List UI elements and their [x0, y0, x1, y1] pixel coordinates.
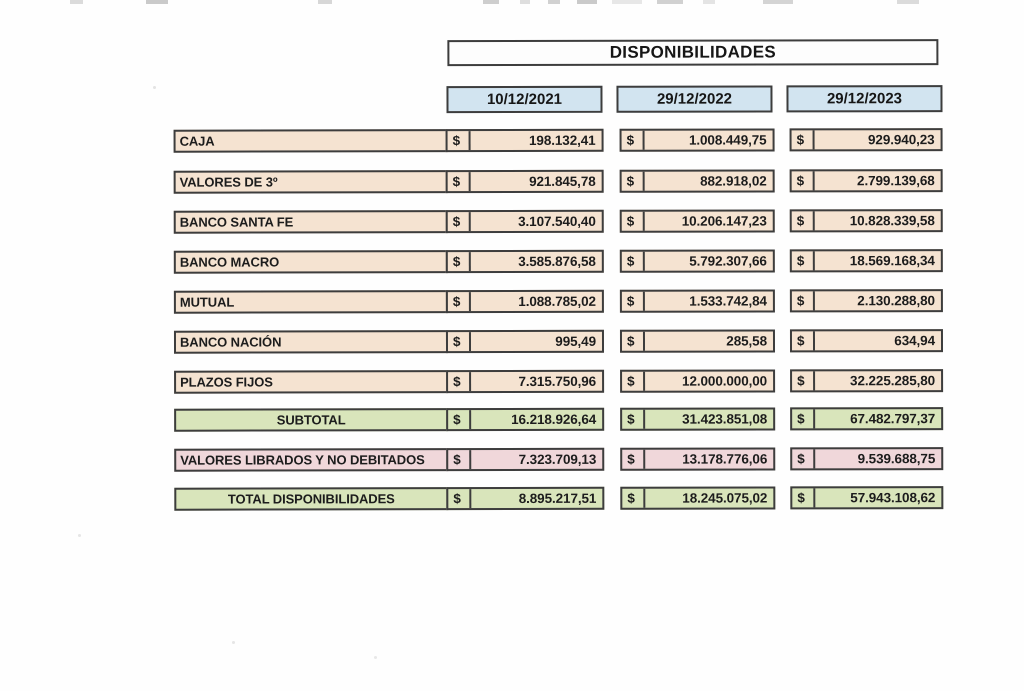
table-row-valores-de-3 — [0, 169, 1024, 194]
currency-symbol: $ — [792, 409, 815, 428]
table-row-mutual — [0, 289, 1024, 314]
page-title: DISPONIBILIDADES — [447, 39, 938, 66]
amount-cell — [446, 170, 604, 193]
amount-value: 1.008.449,75 — [688, 132, 767, 148]
currency-symbol: $ — [448, 489, 471, 508]
currency-symbol: $ — [792, 171, 815, 190]
currency-symbol: $ — [792, 130, 815, 149]
row-label: TOTAL DISPONIBILIDADES — [174, 487, 448, 511]
amount-cell — [620, 407, 775, 430]
amount-cell — [620, 289, 775, 312]
amount-cell — [446, 370, 604, 393]
amount-value: 285,58 — [726, 333, 768, 349]
amount-cell — [446, 487, 604, 510]
amount-cell — [446, 448, 604, 471]
amount-value: 3.107.540,40 — [518, 213, 596, 229]
amount-cell — [620, 329, 775, 352]
currency-symbol: $ — [622, 489, 645, 508]
amount-cell — [790, 447, 943, 470]
row-label: BANCO MACRO — [174, 250, 448, 274]
amount-value: 198.132,41 — [528, 132, 596, 148]
row-label: CAJA — [174, 129, 448, 153]
currency-symbol: $ — [448, 292, 471, 311]
currency-symbol: $ — [448, 252, 471, 271]
row-label: VALORES LIBRADOS Y NO DEBITADOS — [174, 448, 448, 472]
amount-cell — [790, 407, 943, 430]
amount-value: 882.918,02 — [700, 173, 767, 189]
amount-value: 5.792.307,66 — [689, 253, 767, 269]
amount-cell — [790, 486, 943, 509]
amount-value: 921.845,78 — [529, 173, 596, 189]
amount-cell — [620, 447, 775, 470]
currency-symbol: $ — [622, 292, 645, 311]
amount-value: 3.585.876,58 — [518, 253, 596, 269]
currency-symbol: $ — [622, 252, 645, 271]
amount-value: 10.828.339,58 — [849, 213, 935, 229]
amount-value: 10.206.147,23 — [681, 213, 767, 229]
currency-symbol: $ — [792, 449, 815, 468]
table-row-banco-nacion — [0, 329, 1024, 354]
table-row-plazos-fijos — [0, 369, 1024, 394]
amount-cell — [446, 210, 604, 233]
amount-cell — [620, 169, 775, 192]
currency-symbol: $ — [448, 212, 471, 231]
amount-cell — [620, 369, 775, 392]
row-label: VALORES DE 3º — [174, 170, 448, 194]
currency-symbol: $ — [792, 488, 815, 507]
amount-value: 1.533.742,84 — [689, 293, 767, 309]
amount-value: 929.940,23 — [867, 132, 935, 148]
currency-symbol: $ — [792, 251, 815, 270]
amount-value: 31.423.851,08 — [682, 411, 768, 427]
amount-value: 634,94 — [894, 333, 936, 349]
row-label: SUBTOTAL — [174, 408, 448, 432]
row-label: MUTUAL — [174, 290, 448, 314]
currency-symbol: $ — [622, 332, 645, 351]
currency-symbol: $ — [622, 410, 645, 429]
amount-cell — [620, 249, 775, 272]
amount-cell — [790, 329, 943, 352]
amount-value: 67.482.797,37 — [850, 411, 936, 427]
amount-cell — [790, 209, 943, 232]
column-header-2023: 29/12/2023 — [786, 85, 942, 112]
currency-symbol: $ — [622, 212, 645, 231]
currency-symbol: $ — [622, 372, 645, 391]
amount-value: 7.323.709,13 — [518, 451, 597, 467]
row-label: BANCO NACIÓN — [174, 330, 448, 354]
amount-cell — [790, 169, 943, 192]
currency-symbol: $ — [792, 371, 815, 390]
table-row-subtotal — [0, 407, 1024, 432]
amount-value: 32.225.285,80 — [850, 373, 936, 389]
currency-symbol: $ — [792, 291, 815, 310]
currency-symbol: $ — [622, 172, 645, 191]
currency-symbol: $ — [622, 131, 645, 150]
amount-cell — [790, 249, 943, 272]
row-label: PLAZOS FIJOS — [174, 370, 448, 394]
currency-symbol: $ — [448, 410, 471, 429]
amount-cell — [620, 128, 775, 151]
amount-cell — [790, 128, 943, 151]
column-header-2022: 29/12/2022 — [616, 85, 772, 112]
amount-value: 18.245.075,02 — [682, 490, 768, 506]
amount-cell — [620, 486, 775, 509]
amount-cell — [620, 209, 775, 232]
amount-value: 57.943.108,62 — [850, 490, 936, 506]
table-row-caja — [0, 128, 1024, 153]
amount-value: 2.130.288,80 — [857, 293, 935, 309]
currency-symbol: $ — [448, 332, 471, 351]
amount-value: 16.218.926,64 — [511, 411, 597, 428]
amount-value: 7.315.750,96 — [518, 373, 597, 389]
amount-value: 13.178.776,06 — [682, 451, 768, 467]
amount-value: 18.569.168,34 — [849, 253, 935, 269]
table-row-total-disponibilidades — [0, 486, 1024, 511]
amount-cell — [446, 330, 604, 353]
amount-value: 995,49 — [555, 333, 597, 349]
currency-symbol: $ — [448, 131, 471, 150]
amount-cell — [446, 129, 604, 152]
table-row-banco-macro — [0, 249, 1024, 274]
amount-value: 1.088.785,02 — [518, 293, 596, 309]
currency-symbol: $ — [622, 450, 645, 469]
currency-symbol: $ — [792, 211, 815, 230]
table-row-banco-santa-fe — [0, 209, 1024, 234]
amount-value: 9.539.688,75 — [857, 451, 936, 467]
column-header-2021: 10/12/2021 — [446, 86, 602, 113]
amount-cell — [446, 290, 604, 313]
amount-value: 8.895.217,51 — [518, 490, 597, 506]
table-row-valores-librados — [0, 447, 1024, 472]
currency-symbol: $ — [448, 172, 471, 191]
currency-symbol: $ — [792, 331, 815, 350]
amount-cell — [446, 408, 604, 431]
currency-symbol: $ — [448, 372, 471, 391]
amount-value: 12.000.000,00 — [682, 373, 768, 389]
amount-cell — [790, 369, 943, 392]
amount-cell — [790, 289, 943, 312]
amount-cell — [446, 250, 604, 273]
amount-value: 2.799.139,68 — [857, 173, 935, 189]
row-label: BANCO SANTA FE — [174, 210, 448, 234]
currency-symbol: $ — [448, 450, 471, 469]
